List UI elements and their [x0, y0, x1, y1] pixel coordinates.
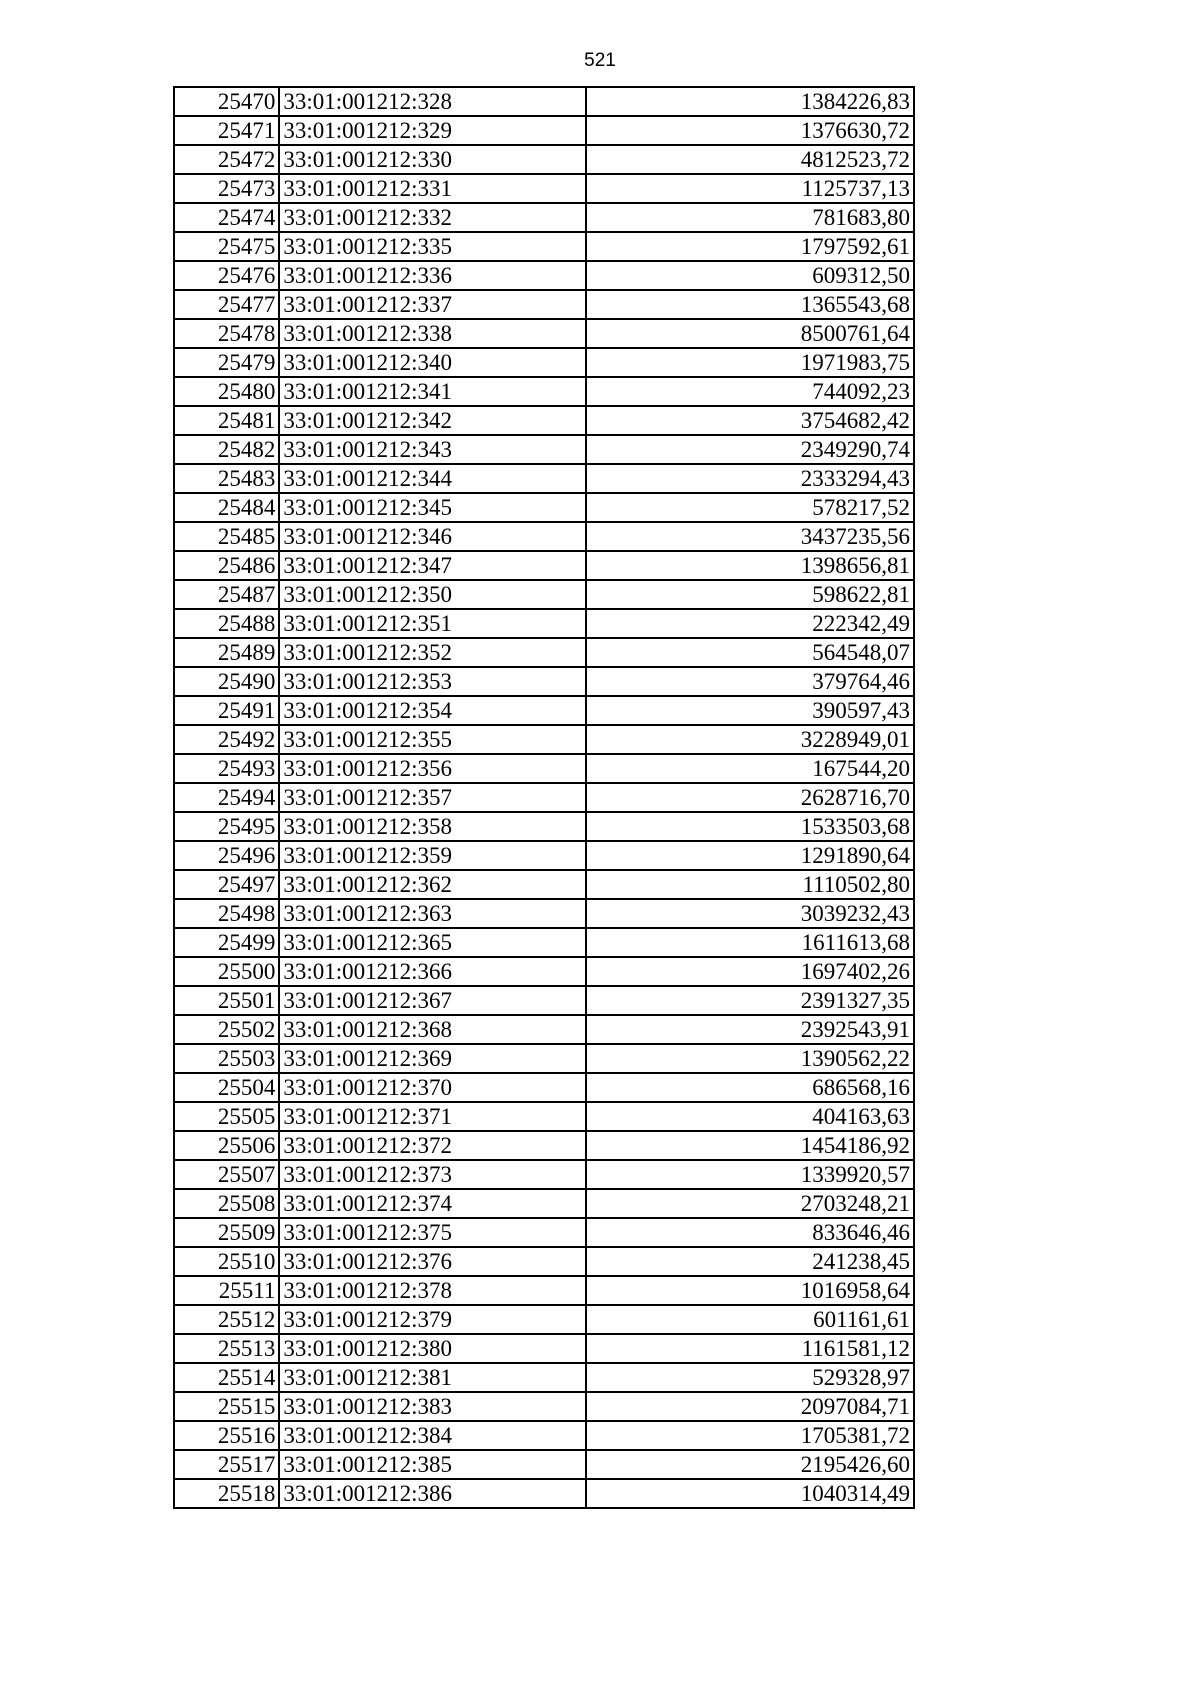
- cadastral-value-cell: 2097084,71: [586, 1392, 914, 1421]
- table-row: [174, 899, 914, 928]
- cadastral-value-cell: 1797592,61: [586, 232, 914, 261]
- cadastral-number-cell: 33:01:001212:344: [279, 464, 586, 493]
- row-number-cell: 25512: [174, 1305, 279, 1334]
- cadastral-value-cell: 1339920,57: [586, 1160, 914, 1189]
- cadastral-value-table: [173, 86, 915, 1509]
- cadastral-number-cell: 33:01:001212:362: [279, 870, 586, 899]
- table-row: [174, 696, 914, 725]
- table-row: [174, 783, 914, 812]
- cadastral-number-cell: 33:01:001212:350: [279, 580, 586, 609]
- row-number-cell: 25498: [174, 899, 279, 928]
- cadastral-number-cell: 33:01:001212:331: [279, 174, 586, 203]
- cadastral-value-cell: 1110502,80: [586, 870, 914, 899]
- row-number-cell: 25510: [174, 1247, 279, 1276]
- row-number-cell: 25482: [174, 435, 279, 464]
- cadastral-value-cell: 598622,81: [586, 580, 914, 609]
- cadastral-value-cell: 3754682,42: [586, 406, 914, 435]
- row-number-cell: 25506: [174, 1131, 279, 1160]
- cadastral-number-cell: 33:01:001212:351: [279, 609, 586, 638]
- row-number-cell: 25484: [174, 493, 279, 522]
- row-number-cell: 25496: [174, 841, 279, 870]
- cadastral-number-cell: 33:01:001212:378: [279, 1276, 586, 1305]
- row-number-cell: 25513: [174, 1334, 279, 1363]
- cadastral-number-cell: 33:01:001212:332: [279, 203, 586, 232]
- cadastral-number-cell: 33:01:001212:380: [279, 1334, 586, 1363]
- cadastral-value-cell: 3437235,56: [586, 522, 914, 551]
- cadastral-number-cell: 33:01:001212:346: [279, 522, 586, 551]
- table-row: [174, 1015, 914, 1044]
- cadastral-number-cell: 33:01:001212:343: [279, 435, 586, 464]
- row-number-cell: 25486: [174, 551, 279, 580]
- table-row: [174, 957, 914, 986]
- cadastral-value-cell: 686568,16: [586, 1073, 914, 1102]
- table-row: [174, 1276, 914, 1305]
- cadastral-number-cell: 33:01:001212:341: [279, 377, 586, 406]
- row-number-cell: 25503: [174, 1044, 279, 1073]
- table-row: [174, 1131, 914, 1160]
- row-number-cell: 25478: [174, 319, 279, 348]
- cadastral-value-cell: 1533503,68: [586, 812, 914, 841]
- table-row: [174, 406, 914, 435]
- cadastral-number-cell: 33:01:001212:337: [279, 290, 586, 319]
- table-row: [174, 319, 914, 348]
- row-number-cell: 25471: [174, 116, 279, 145]
- table-row: [174, 87, 914, 116]
- table-row: [174, 1421, 914, 1450]
- row-number-cell: 25483: [174, 464, 279, 493]
- cadastral-number-cell: 33:01:001212:366: [279, 957, 586, 986]
- cadastral-number-cell: 33:01:001212:381: [279, 1363, 586, 1392]
- cadastral-number-cell: 33:01:001212:369: [279, 1044, 586, 1073]
- cadastral-value-cell: 1697402,26: [586, 957, 914, 986]
- row-number-cell: 25473: [174, 174, 279, 203]
- row-number-cell: 25511: [174, 1276, 279, 1305]
- table-row: [174, 1479, 914, 1508]
- table-row: [174, 203, 914, 232]
- row-number-cell: 25508: [174, 1189, 279, 1218]
- cadastral-value-cell: 241238,45: [586, 1247, 914, 1276]
- row-number-cell: 25504: [174, 1073, 279, 1102]
- cadastral-number-cell: 33:01:001212:357: [279, 783, 586, 812]
- table-row: [174, 986, 914, 1015]
- row-number-cell: 25491: [174, 696, 279, 725]
- table-row: [174, 435, 914, 464]
- cadastral-number-cell: 33:01:001212:356: [279, 754, 586, 783]
- cadastral-number-cell: 33:01:001212:358: [279, 812, 586, 841]
- cadastral-number-cell: 33:01:001212:376: [279, 1247, 586, 1276]
- table-row: [174, 1073, 914, 1102]
- table-row: [174, 464, 914, 493]
- cadastral-number-cell: 33:01:001212:340: [279, 348, 586, 377]
- cadastral-number-cell: 33:01:001212:379: [279, 1305, 586, 1334]
- cadastral-value-cell: 167544,20: [586, 754, 914, 783]
- cadastral-value-cell: 1016958,64: [586, 1276, 914, 1305]
- table-row: [174, 145, 914, 174]
- cadastral-number-cell: 33:01:001212:353: [279, 667, 586, 696]
- cadastral-number-cell: 33:01:001212:342: [279, 406, 586, 435]
- cadastral-number-cell: 33:01:001212:359: [279, 841, 586, 870]
- cadastral-number-cell: 33:01:001212:352: [279, 638, 586, 667]
- cadastral-value-cell: 390597,43: [586, 696, 914, 725]
- row-number-cell: 25515: [174, 1392, 279, 1421]
- table-row: [174, 725, 914, 754]
- table-row: [174, 812, 914, 841]
- cadastral-number-cell: 33:01:001212:370: [279, 1073, 586, 1102]
- table-row: [174, 493, 914, 522]
- cadastral-value-cell: 379764,46: [586, 667, 914, 696]
- cadastral-value-cell: 1454186,92: [586, 1131, 914, 1160]
- row-number-cell: 25499: [174, 928, 279, 957]
- row-number-cell: 25501: [174, 986, 279, 1015]
- cadastral-value-cell: 1125737,13: [586, 174, 914, 203]
- table-row: [174, 1363, 914, 1392]
- cadastral-value-cell: 3228949,01: [586, 725, 914, 754]
- table-row: [174, 116, 914, 145]
- cadastral-value-cell: 2392543,91: [586, 1015, 914, 1044]
- cadastral-value-cell: 1971983,75: [586, 348, 914, 377]
- table-row: [174, 1334, 914, 1363]
- cadastral-number-cell: 33:01:001212:374: [279, 1189, 586, 1218]
- cadastral-number-cell: 33:01:001212:368: [279, 1015, 586, 1044]
- cadastral-value-cell: 1376630,72: [586, 116, 914, 145]
- cadastral-number-cell: 33:01:001212:363: [279, 899, 586, 928]
- cadastral-value-cell: 1390562,22: [586, 1044, 914, 1073]
- cadastral-value-cell: 529328,97: [586, 1363, 914, 1392]
- table-row: [174, 754, 914, 783]
- row-number-cell: 25480: [174, 377, 279, 406]
- table-row: [174, 522, 914, 551]
- table-row: [174, 841, 914, 870]
- cadastral-number-cell: 33:01:001212:365: [279, 928, 586, 957]
- table-body: [174, 87, 914, 1508]
- cadastral-value-cell: 404163,63: [586, 1102, 914, 1131]
- row-number-cell: 25492: [174, 725, 279, 754]
- cadastral-value-cell: 781683,80: [586, 203, 914, 232]
- cadastral-value-cell: 3039232,43: [586, 899, 914, 928]
- cadastral-value-cell: 1384226,83: [586, 87, 914, 116]
- row-number-cell: 25487: [174, 580, 279, 609]
- row-number-cell: 25495: [174, 812, 279, 841]
- table-row: [174, 377, 914, 406]
- row-number-cell: 25472: [174, 145, 279, 174]
- cadastral-value-cell: 8500761,64: [586, 319, 914, 348]
- table-row: [174, 1305, 914, 1334]
- cadastral-value-cell: 2195426,60: [586, 1450, 914, 1479]
- row-number-cell: 25488: [174, 609, 279, 638]
- cadastral-value-cell: 2349290,74: [586, 435, 914, 464]
- row-number-cell: 25476: [174, 261, 279, 290]
- cadastral-value-cell: 1291890,64: [586, 841, 914, 870]
- cadastral-value-cell: 1040314,49: [586, 1479, 914, 1508]
- cadastral-value-cell: 601161,61: [586, 1305, 914, 1334]
- cadastral-value-cell: 1705381,72: [586, 1421, 914, 1450]
- table-row: [174, 580, 914, 609]
- cadastral-value-cell: 222342,49: [586, 609, 914, 638]
- cadastral-value-cell: 609312,50: [586, 261, 914, 290]
- table-row: [174, 348, 914, 377]
- cadastral-number-cell: 33:01:001212:355: [279, 725, 586, 754]
- table-row: [174, 1102, 914, 1131]
- row-number-cell: 25514: [174, 1363, 279, 1392]
- cadastral-number-cell: 33:01:001212:385: [279, 1450, 586, 1479]
- row-number-cell: 25507: [174, 1160, 279, 1189]
- cadastral-number-cell: 33:01:001212:330: [279, 145, 586, 174]
- row-number-cell: 25517: [174, 1450, 279, 1479]
- table-row: [174, 638, 914, 667]
- table-row: [174, 551, 914, 580]
- row-number-cell: 25489: [174, 638, 279, 667]
- cadastral-value-cell: 578217,52: [586, 493, 914, 522]
- cadastral-value-cell: 4812523,72: [586, 145, 914, 174]
- cadastral-value-cell: 744092,23: [586, 377, 914, 406]
- cadastral-number-cell: 33:01:001212:328: [279, 87, 586, 116]
- table-row: [174, 928, 914, 957]
- cadastral-number-cell: 33:01:001212:375: [279, 1218, 586, 1247]
- table-row: [174, 261, 914, 290]
- cadastral-number-cell: 33:01:001212:347: [279, 551, 586, 580]
- cadastral-number-cell: 33:01:001212:383: [279, 1392, 586, 1421]
- cadastral-number-cell: 33:01:001212:345: [279, 493, 586, 522]
- cadastral-number-cell: 33:01:001212:367: [279, 986, 586, 1015]
- cadastral-number-cell: 33:01:001212:338: [279, 319, 586, 348]
- row-number-cell: 25479: [174, 348, 279, 377]
- cadastral-number-cell: 33:01:001212:329: [279, 116, 586, 145]
- row-number-cell: 25477: [174, 290, 279, 319]
- row-number-cell: 25516: [174, 1421, 279, 1450]
- table-row: [174, 174, 914, 203]
- cadastral-value-cell: 564548,07: [586, 638, 914, 667]
- cadastral-value-cell: 2703248,21: [586, 1189, 914, 1218]
- cadastral-number-cell: 33:01:001212:373: [279, 1160, 586, 1189]
- cadastral-value-cell: 833646,46: [586, 1218, 914, 1247]
- cadastral-value-cell: 2391327,35: [586, 986, 914, 1015]
- cadastral-number-cell: 33:01:001212:372: [279, 1131, 586, 1160]
- cadastral-value-cell: 1365543,68: [586, 290, 914, 319]
- page-number: 521: [584, 50, 616, 71]
- cadastral-value-cell: 2628716,70: [586, 783, 914, 812]
- cadastral-number-cell: 33:01:001212:335: [279, 232, 586, 261]
- cadastral-value-cell: 1398656,81: [586, 551, 914, 580]
- row-number-cell: 25494: [174, 783, 279, 812]
- table-row: [174, 609, 914, 638]
- row-number-cell: 25474: [174, 203, 279, 232]
- table-row: [174, 232, 914, 261]
- cadastral-value-cell: 1161581,12: [586, 1334, 914, 1363]
- row-number-cell: 25509: [174, 1218, 279, 1247]
- table-row: [174, 1247, 914, 1276]
- cadastral-number-cell: 33:01:001212:336: [279, 261, 586, 290]
- cadastral-number-cell: 33:01:001212:354: [279, 696, 586, 725]
- cadastral-number-cell: 33:01:001212:386: [279, 1479, 586, 1508]
- table-row: [174, 1218, 914, 1247]
- row-number-cell: 25485: [174, 522, 279, 551]
- row-number-cell: 25475: [174, 232, 279, 261]
- row-number-cell: 25518: [174, 1479, 279, 1508]
- row-number-cell: 25481: [174, 406, 279, 435]
- row-number-cell: 25490: [174, 667, 279, 696]
- table-row: [174, 870, 914, 899]
- table-row: [174, 290, 914, 319]
- cadastral-value-cell: 1611613,68: [586, 928, 914, 957]
- row-number-cell: 25502: [174, 1015, 279, 1044]
- table-row: [174, 667, 914, 696]
- row-number-cell: 25497: [174, 870, 279, 899]
- row-number-cell: 25500: [174, 957, 279, 986]
- row-number-cell: 25505: [174, 1102, 279, 1131]
- row-number-cell: 25493: [174, 754, 279, 783]
- table-row: [174, 1189, 914, 1218]
- row-number-cell: 25470: [174, 87, 279, 116]
- table-row: [174, 1392, 914, 1421]
- cadastral-value-cell: 2333294,43: [586, 464, 914, 493]
- table-row: [174, 1160, 914, 1189]
- table-row: [174, 1450, 914, 1479]
- cadastral-number-cell: 33:01:001212:384: [279, 1421, 586, 1450]
- table-row: [174, 1044, 914, 1073]
- cadastral-number-cell: 33:01:001212:371: [279, 1102, 586, 1131]
